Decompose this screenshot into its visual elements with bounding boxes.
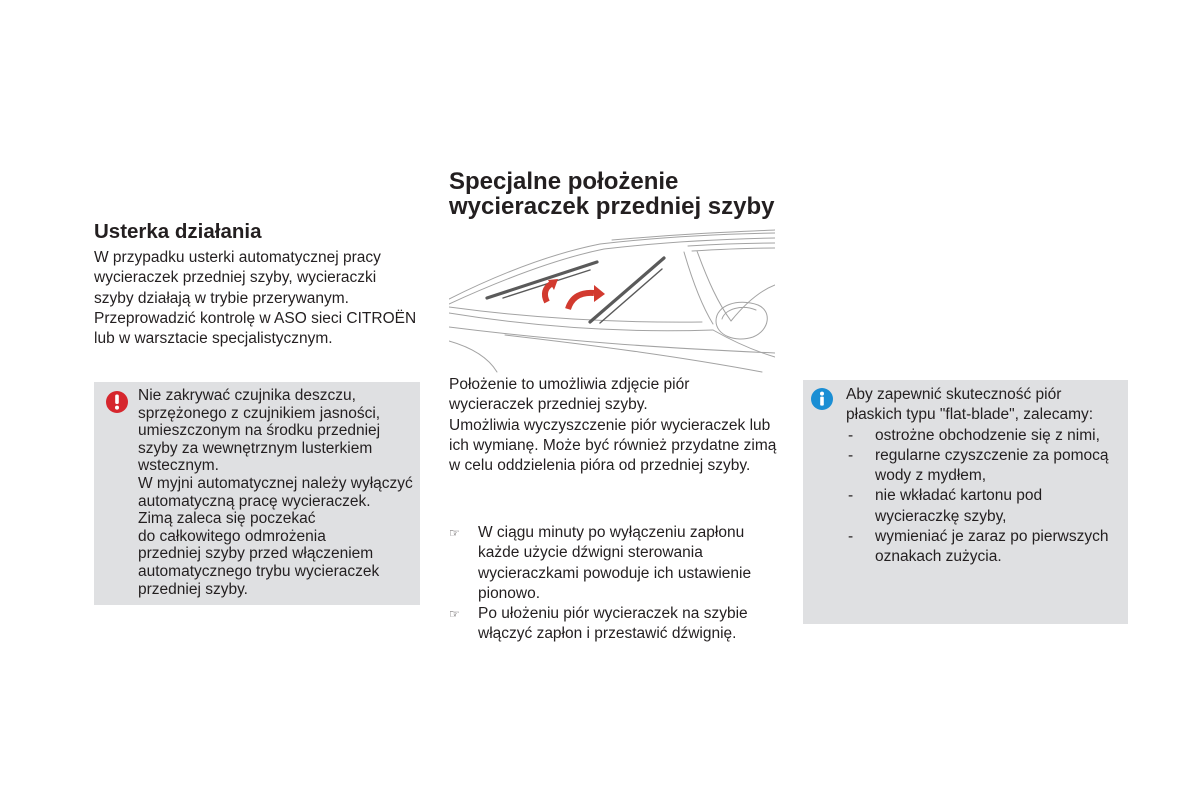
- procedure-step-text: W ciągu minuty po wyłączeniu zapłonu każde użycie dźwigni sterowania wycieraczkami powoduje ich ustawienie pionowo.: [478, 524, 752, 602]
- recommendation-text: nie wkładać kartonu pod wycieraczkę szyby,: [875, 487, 1043, 525]
- roof-trim-line: [688, 243, 775, 246]
- wiper-arm: [600, 269, 662, 323]
- recommendation-text: wymieniać je zaraz po pierwszych oznakach zużycia.: [875, 527, 1109, 565]
- exclamation-mark-dot: [115, 406, 119, 410]
- pointing-hand-icon: ☞: [449, 607, 460, 621]
- malfunction-text: W przypadku usterki automatycznej pracy wycieraczek przedniej szyby, wycieraczki szyby działają w trybie przerywanym. Przeprowadzić kontrolę w ASO sieci CITROËN lub w warsztacie specjalistycznym.: [94, 249, 417, 347]
- wiper-blade: [590, 258, 664, 322]
- info-box: [803, 380, 1128, 624]
- dash-marker: -: [848, 446, 854, 464]
- recommendation-list: [846, 426, 1108, 568]
- info-letter-dot: [820, 392, 824, 396]
- procedure-step: [449, 604, 751, 645]
- roof-trim-line: [692, 248, 775, 251]
- warning-box: [94, 382, 420, 605]
- hood-line: [449, 327, 775, 353]
- procedure-step-text: Po ułożeniu piór wycieraczek na szybie włączyć zapłon i przestawić dźwignię.: [478, 605, 748, 643]
- lift-arrow-left: [545, 279, 558, 302]
- dash-marker: -: [848, 527, 854, 545]
- procedure-step: [449, 523, 751, 604]
- windshield-top-edge: [449, 233, 775, 299]
- a-pillar-line: [684, 252, 713, 324]
- recommendation-text: ostrożne obchodzenie się z nimi,: [875, 426, 1100, 444]
- special-position-heading: Specjalne położenie wycieraczek przedniej szyby: [449, 168, 775, 220]
- info-intro: Aby zapewnić skuteczność piór płaskich typu "flat-blade", zalecamy:: [846, 386, 1094, 424]
- hood-crease-line: [449, 341, 497, 372]
- exclamation-mark-stroke: [115, 395, 119, 405]
- lift-arrow-right: [568, 285, 605, 309]
- recommendation-item: [846, 446, 1108, 487]
- malfunction-heading: Usterka działania: [94, 220, 262, 243]
- recommendation-item: [846, 527, 1108, 568]
- info-letter-stem: [820, 397, 824, 406]
- arrow-shaft: [545, 284, 551, 302]
- wiper-right: [590, 258, 664, 323]
- recommendation-item: [846, 426, 1108, 446]
- procedure-steps: [449, 523, 751, 645]
- hood-crease-line: [505, 335, 762, 372]
- dash-marker: -: [848, 426, 854, 444]
- recommendation-item: [846, 486, 1108, 527]
- arrow-shaft: [568, 293, 594, 309]
- a-pillar-line: [697, 251, 731, 321]
- dash-marker: -: [848, 487, 854, 505]
- windshield-wipers-illustration: [449, 228, 775, 373]
- cowl-line: [449, 307, 702, 322]
- arrow-head: [594, 285, 605, 302]
- pointing-hand-icon: ☞: [449, 526, 460, 540]
- special-position-text: Położenie to umożliwia zdjęcie piór wycieraczek przedniej szyby. Umożliwia wyczyszczenie piór wycieraczek lub ich wymianę. Może być również przydatne zimą w celu oddzielenia pióra od przedniej szyby.: [449, 376, 777, 474]
- warning-icon: [105, 390, 129, 414]
- door-mirror-edge: [722, 307, 756, 319]
- recommendation-text: regularne czyszczenie za pomocą wody z mydłem,: [875, 446, 1109, 484]
- warning-text: Nie zakrywać czujnika deszczu, sprzężonego z czujnikiem jasności, umieszczonym na środku przedniej szyby za wewnętrznym lusterkiem wstecznym. W myjni automatycznej należy wyłączyć automatyczną pracę wycieraczek. Zimą zaleca się poczekać do całkowitego odmrożenia przedniej szyby przed włączeniem automatycznego trybu wycieraczek przedniej szyby.: [138, 387, 413, 598]
- info-icon: [810, 387, 834, 411]
